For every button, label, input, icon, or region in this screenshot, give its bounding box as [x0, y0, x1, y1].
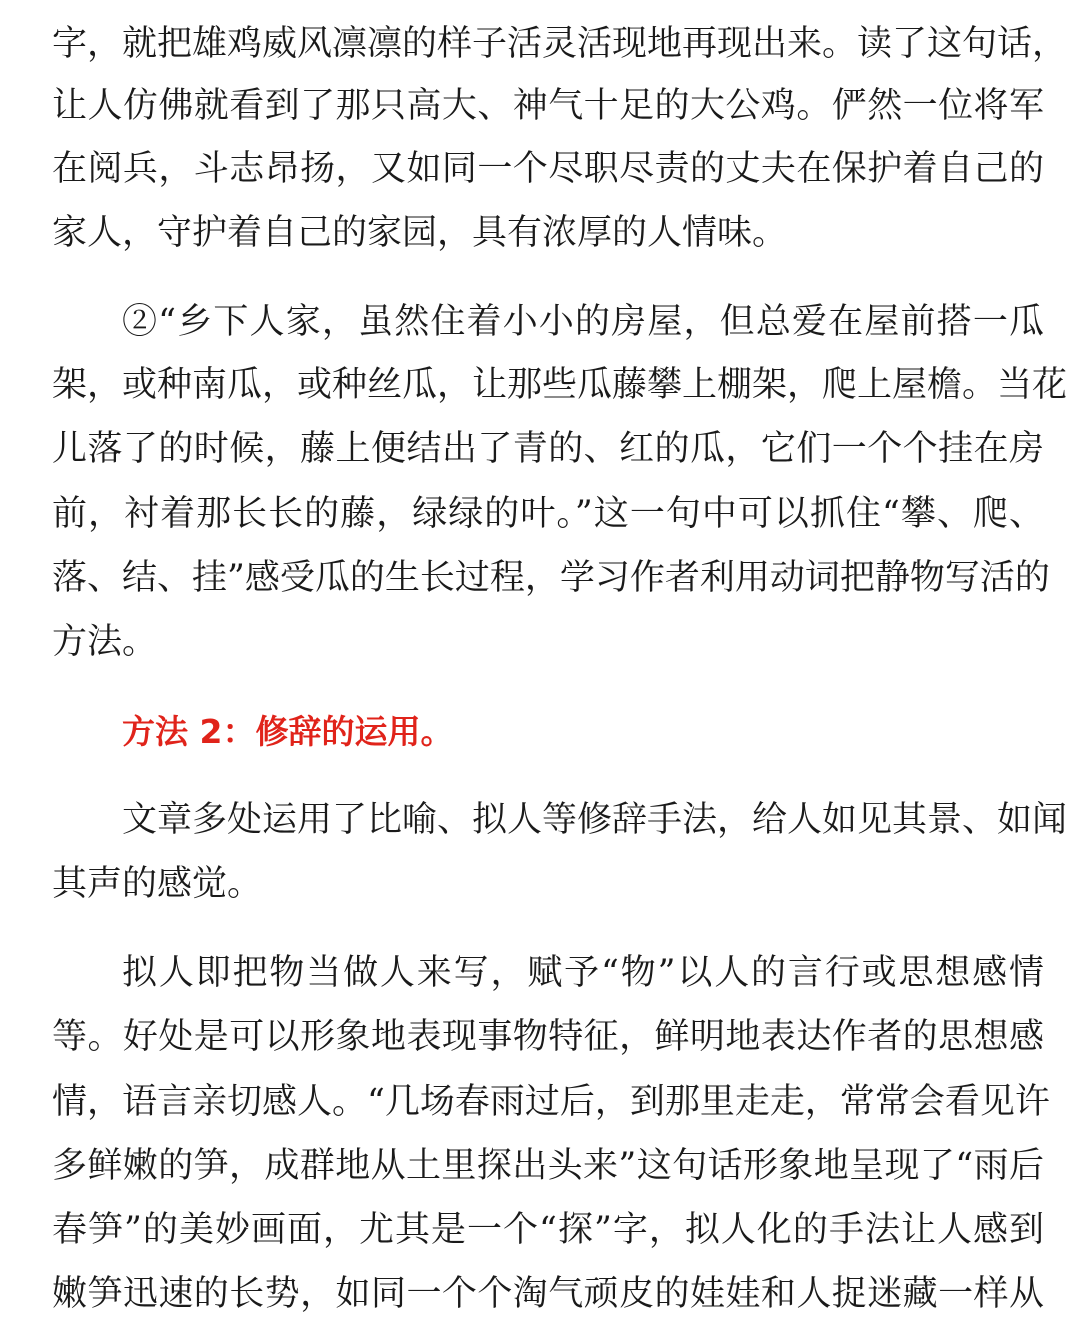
text-line: 情，语言亲切感人。“几场春雨过后，到那里走走，常常会看见许 — [52, 1082, 1050, 1122]
text-line: 嫩笋迅速的长势，如同一个个淘气顽皮的娃娃和人捉迷藏一样从 — [52, 1274, 1044, 1314]
text-line: 让人仿佛就看到了那只高大、神气十足的大公鸡。俨然一位将军 — [52, 86, 1044, 126]
text-line: 多鲜嫩的笋，成群地从土里探出头来”这句话形象地呈现了“雨后 — [52, 1146, 1044, 1186]
section-heading: 方法 2：修辞的运用。 — [122, 712, 454, 751]
text-line: 前，衬着那长长的藤，绿绿的叶。”这一句中可以抓住“攀、爬、 — [52, 494, 1044, 534]
text-line: ②“乡下人家，虽然住着小小的房屋，但总爱在屋前搭一瓜 — [122, 302, 1044, 342]
text-line: 方法。 — [52, 622, 158, 662]
text-line: 落、结、挂”感受瓜的生长过程，学习作者利用动词把静物写活的 — [52, 558, 1050, 598]
text-line: 儿落了的时候，藤上便结出了青的、红的瓜，它们一个个挂在房 — [52, 429, 1044, 469]
text-line: 家人，守护着自己的家园，具有浓厚的人情味。 — [52, 213, 788, 253]
text-line: 架，或种南瓜，或种丝瓜，让那些瓜藤攀上棚架，爬上屋檐。当花 — [52, 365, 1068, 405]
text-line: 字，就把雄鸡威风凛凛的样子活灵活现地再现出来。读了这句话， — [52, 24, 1068, 64]
text-line: 文章多处运用了比喻、拟人等修辞手法，给人如见其景、如闻 — [122, 800, 1068, 840]
text-line: 拟人即把物当做人来写，赋予“物”以人的言行或思想感情 — [122, 953, 1044, 993]
text-line: 其声的感觉。 — [52, 864, 263, 904]
text-line: 春笋”的美妙画面，尤其是一个“探”字，拟人化的手法让人感到 — [52, 1210, 1044, 1250]
text-line: 在阅兵，斗志昂扬，又如同一个尽职尽责的丈夫在保护着自己的 — [52, 149, 1044, 189]
text-line: 等。好处是可以形象地表现事物特征，鲜明地表达作者的思想感 — [52, 1017, 1044, 1057]
